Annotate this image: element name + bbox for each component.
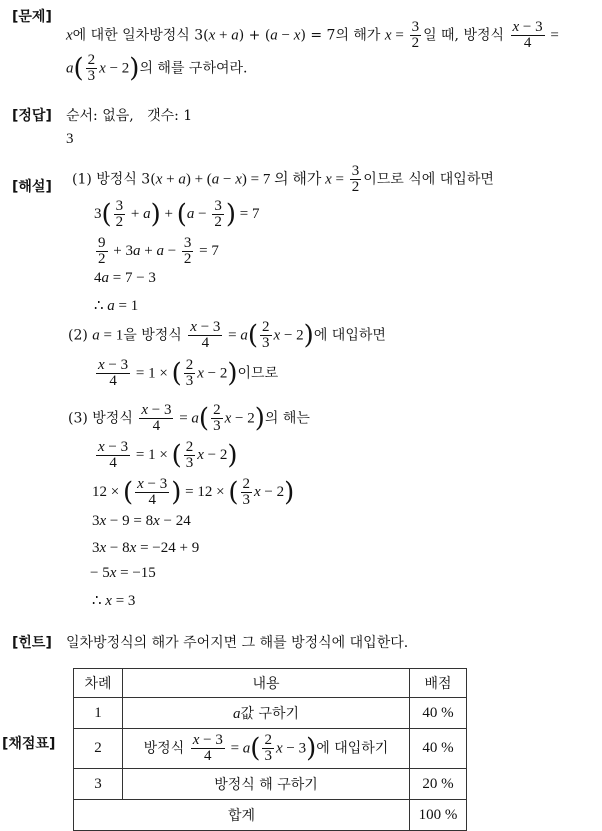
step3-eq-2: 12 × ( $\frac{x - 3}{4}$ ) = 12 × ( $\frac{2}{3}$ x − 2) bbox=[92, 476, 295, 508]
step3-eq-4: 3x − 8x = −24 + 9 bbox=[92, 540, 200, 556]
step3-line: (3) 방정식 $\frac{x - 3}{4}$ = a( $\frac{2}{3}$ x − 2)의 해는 bbox=[68, 402, 310, 434]
answer-value: 3 bbox=[66, 131, 74, 147]
eq-4: ∴ a = 1 bbox=[94, 298, 139, 314]
step3-eq-6: ∴ x = 3 bbox=[92, 593, 136, 609]
problem-label: [문제] bbox=[12, 9, 52, 25]
step3-eq-5: − 5x = −15 bbox=[90, 565, 156, 581]
problem-line-1: x에 대한 일차방정식 3(x + a) + (a − x) = 7의 해가 x = $\frac{3}{2}$ 일 때, 방정식 $\frac{x - 3}{4}$ = bbox=[66, 19, 559, 51]
hint-label: [힌트] bbox=[12, 635, 52, 651]
step2-line: (2) a = 1을 방정식 $\frac{x - 3}{4}$ = a( $\frac{2}{3}$ x − 2)에 대입하면 bbox=[68, 319, 386, 351]
problem-line-2: a( $\frac{2}{3}$ x − 2)의 해를 구하여라. bbox=[66, 52, 248, 84]
answer-label: [정답] bbox=[12, 108, 52, 124]
rubric-row: 1 a값 구하기 40 % bbox=[74, 698, 467, 729]
step2-eq: $\frac{x - 3}{4}$ = 1 × ( $\frac{2}{3}$ x − 2)이므로 bbox=[98, 357, 279, 389]
step1-line: (1) 방정식 3(x + a) + (a − x) = 7 의 해가 x = $\frac{3}{2}$ 이므로 식에 대입하면 bbox=[72, 163, 494, 195]
rubric-row: 3 방정식 해 구하기 20 % bbox=[74, 769, 467, 800]
answer-info: 순서: 없음, 갯수: 1 bbox=[66, 108, 193, 124]
rubric-table bbox=[73, 668, 467, 831]
step3-eq-1: $\frac{x - 3}{4}$ = 1 × ( $\frac{2}{3}$ x − 2) bbox=[98, 439, 238, 471]
rubric-total-row: 합계 100 % bbox=[74, 800, 467, 831]
explanation-label: [해설] bbox=[12, 179, 52, 195]
eq-3: 4a = 7 − 3 bbox=[94, 270, 156, 286]
rubric-row: 2 방정식 $\frac{x - 3}{4}$ = a( $\frac{2}{3}$ x − 3)에 대입하기 40 % bbox=[74, 729, 467, 769]
eq-2: $\frac{9}{2}$ + 3a + a − $\frac{3}{2}$ = 7 bbox=[98, 235, 219, 267]
fraction-3-2: $\frac{3}{2}$ bbox=[411, 19, 420, 51]
rubric-header-content: 내용 bbox=[123, 669, 410, 698]
eq-1: 3( $\frac{3}{2}$ + a) + (a − $\frac{3}{2}$ ) = 7 bbox=[94, 198, 260, 230]
hint-text: 일차방정식의 해가 주어지면 그 해를 방정식에 대입한다. bbox=[66, 635, 409, 651]
step3-eq-3: 3x − 9 = 8x − 24 bbox=[92, 513, 191, 529]
rubric-label: [채점표] bbox=[2, 736, 56, 752]
rubric-header-score: 배점 bbox=[410, 669, 467, 698]
rubric-header-order: 차례 bbox=[74, 669, 123, 698]
